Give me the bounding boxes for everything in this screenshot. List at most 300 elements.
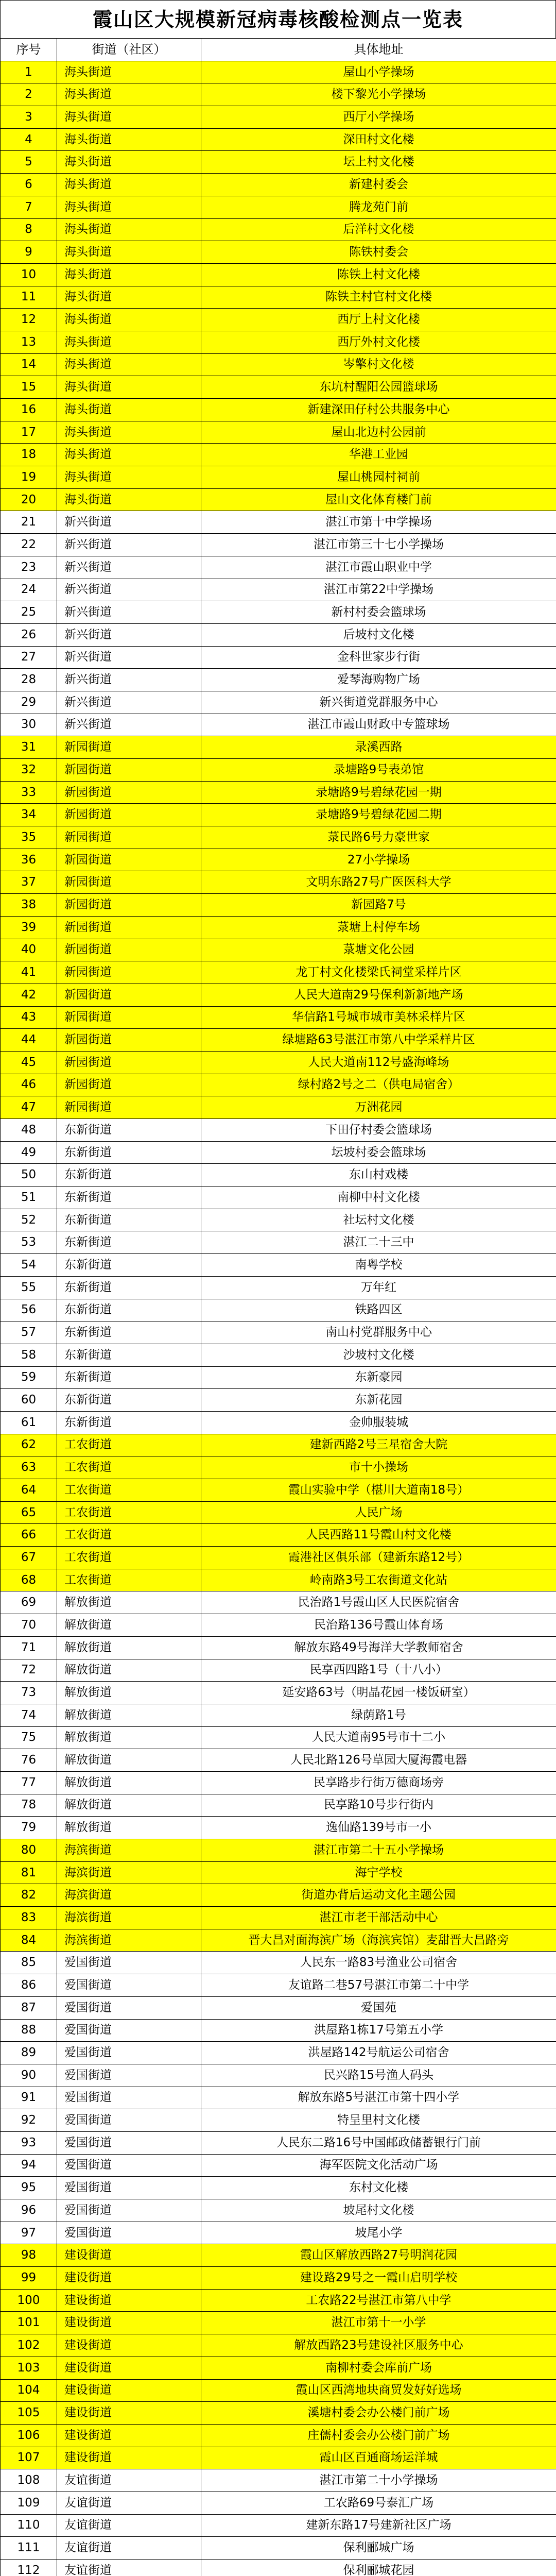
row-street: 海头街道 xyxy=(57,263,201,286)
table-row xyxy=(1,2177,556,2199)
row-address: 万洲花园 xyxy=(201,1096,556,1119)
row-address: 27小学操场 xyxy=(201,849,556,871)
table-row xyxy=(1,353,556,376)
header-address: 具体地址 xyxy=(201,39,556,61)
row-address: 东坑村醒阳公园篮球场 xyxy=(201,376,556,399)
row-street: 新园街道 xyxy=(57,939,201,961)
row-address: 龙丁村文化楼梁氏祠堂采样片区 xyxy=(201,961,556,984)
table-row xyxy=(1,1929,556,1952)
table-row xyxy=(1,2379,556,2402)
row-number: 51 xyxy=(1,1187,57,1209)
table-row xyxy=(1,421,556,444)
table-row xyxy=(1,1479,556,1502)
row-address: 屋山桃园村祠前 xyxy=(201,466,556,489)
table-row xyxy=(1,1569,556,1591)
row-number: 34 xyxy=(1,804,57,826)
row-address: 人民北路126号草园大厦海霞电器 xyxy=(201,1749,556,1772)
row-street: 工农街道 xyxy=(57,1501,201,1524)
table-row xyxy=(1,1321,556,1344)
row-address: 湛江市第十一小学 xyxy=(201,2312,556,2334)
row-number: 73 xyxy=(1,1682,57,1704)
row-number: 90 xyxy=(1,2064,57,2087)
row-address: 逸仙路139号市一小 xyxy=(201,1817,556,1839)
row-street: 爱国街道 xyxy=(57,2177,201,2199)
row-street: 新兴街道 xyxy=(57,511,201,534)
row-street: 东新街道 xyxy=(57,1141,201,1164)
row-number: 88 xyxy=(1,2019,57,2042)
table-row xyxy=(1,1434,556,1456)
row-address: 坡尾村文化楼 xyxy=(201,2199,556,2222)
row-number: 32 xyxy=(1,759,57,782)
row-street: 解放街道 xyxy=(57,1659,201,1682)
table-row xyxy=(1,894,556,917)
row-address: 南山村党群服务中心 xyxy=(201,1321,556,1344)
row-street: 海头街道 xyxy=(57,174,201,196)
row-address: 晋大昌对面海滨广场（海滨宾馆）麦甜晋大昌路旁 xyxy=(201,1929,556,1952)
row-address: 坛上村文化楼 xyxy=(201,151,556,174)
row-number: 84 xyxy=(1,1929,57,1952)
table-row xyxy=(1,1996,556,2019)
table-row xyxy=(1,1299,556,1321)
row-address: 陈铁上村文化楼 xyxy=(201,263,556,286)
table-row xyxy=(1,61,556,83)
table-row xyxy=(1,1974,556,1997)
row-number: 14 xyxy=(1,353,57,376)
row-address: 岑擎村文化楼 xyxy=(201,353,556,376)
table-row xyxy=(1,1209,556,1231)
row-address: 建新东路17号建新社区广场 xyxy=(201,2514,556,2537)
row-street: 海头街道 xyxy=(57,151,201,174)
table-row xyxy=(1,83,556,106)
row-street: 建设街道 xyxy=(57,2267,201,2290)
row-number: 67 xyxy=(1,1547,57,1569)
row-street: 新园街道 xyxy=(57,1029,201,1052)
table-row xyxy=(1,1344,556,1366)
row-number: 89 xyxy=(1,2042,57,2064)
row-street: 海头街道 xyxy=(57,444,201,466)
table-row xyxy=(1,1749,556,1772)
row-address: 西厅小学操场 xyxy=(201,106,556,129)
row-number: 37 xyxy=(1,871,57,894)
row-number: 66 xyxy=(1,1524,57,1547)
row-number: 63 xyxy=(1,1456,57,1479)
row-address: 屋山小学操场 xyxy=(201,61,556,83)
row-street: 建设街道 xyxy=(57,2334,201,2357)
table-row xyxy=(1,1187,556,1209)
row-address: 人民东二路16号中国邮政储蓄银行门前 xyxy=(201,2131,556,2154)
table-row xyxy=(1,1231,556,1254)
row-street: 海头街道 xyxy=(57,61,201,83)
row-street: 东新街道 xyxy=(57,1344,201,1366)
row-street: 东新街道 xyxy=(57,1187,201,1209)
row-address: 万年红 xyxy=(201,1276,556,1299)
row-address: 录塘路9号碧绿花园一期 xyxy=(201,781,556,804)
table-row xyxy=(1,2447,556,2469)
row-street: 新园街道 xyxy=(57,1006,201,1029)
row-street: 海头街道 xyxy=(57,83,201,106)
table-row xyxy=(1,2560,556,2576)
row-number: 1 xyxy=(1,61,57,83)
row-street: 海头街道 xyxy=(57,309,201,331)
row-address: 爱琴海购物广场 xyxy=(201,669,556,691)
row-number: 17 xyxy=(1,421,57,444)
table-row xyxy=(1,1726,556,1749)
row-address: 绿村路2号之二（供电局宿舍） xyxy=(201,1074,556,1096)
table-row xyxy=(1,151,556,174)
row-street: 解放街道 xyxy=(57,1794,201,1817)
table-row xyxy=(1,2019,556,2042)
row-address: 溪塘村委会办公楼门前广场 xyxy=(201,2402,556,2425)
row-number: 82 xyxy=(1,1884,57,1907)
row-address: 解放东路5号湛江市第十四小学 xyxy=(201,2087,556,2109)
row-street: 建设街道 xyxy=(57,2424,201,2447)
row-street: 海头街道 xyxy=(57,218,201,241)
row-address: 庄儒村委会办公楼门前广场 xyxy=(201,2424,556,2447)
row-number: 83 xyxy=(1,1907,57,1929)
row-number: 2 xyxy=(1,83,57,106)
table-row xyxy=(1,2537,556,2560)
row-number: 95 xyxy=(1,2177,57,2199)
table-row xyxy=(1,2109,556,2132)
table-row xyxy=(1,1614,556,1637)
table-header-row xyxy=(1,39,556,61)
table-row xyxy=(1,376,556,399)
row-street: 工农街道 xyxy=(57,1547,201,1569)
row-number: 69 xyxy=(1,1591,57,1614)
table-row xyxy=(1,1411,556,1434)
row-number: 100 xyxy=(1,2289,57,2312)
row-street: 解放街道 xyxy=(57,1591,201,1614)
row-street: 新园街道 xyxy=(57,849,201,871)
row-address: 腾龙苑门前 xyxy=(201,196,556,218)
row-number: 40 xyxy=(1,939,57,961)
row-number: 7 xyxy=(1,196,57,218)
row-street: 解放街道 xyxy=(57,1726,201,1749)
table-row xyxy=(1,601,556,624)
row-number: 42 xyxy=(1,984,57,1006)
row-street: 东新街道 xyxy=(57,1411,201,1434)
row-address: 录塘路9号表弟馆 xyxy=(201,759,556,782)
row-number: 91 xyxy=(1,2087,57,2109)
row-street: 建设街道 xyxy=(57,2402,201,2425)
row-street: 新兴街道 xyxy=(57,556,201,579)
table-row xyxy=(1,1051,556,1074)
row-address: 楼下黎光小学操场 xyxy=(201,83,556,106)
row-number: 18 xyxy=(1,444,57,466)
row-number: 50 xyxy=(1,1164,57,1187)
row-street: 东新街道 xyxy=(57,1321,201,1344)
row-street: 东新街道 xyxy=(57,1276,201,1299)
row-street: 爱国街道 xyxy=(57,2019,201,2042)
row-address: 东村文化楼 xyxy=(201,2177,556,2199)
table-row xyxy=(1,759,556,782)
row-number: 45 xyxy=(1,1051,57,1074)
table-row xyxy=(1,871,556,894)
row-number: 23 xyxy=(1,556,57,579)
row-address: 新建深田仔村公共服务中心 xyxy=(201,399,556,421)
row-address: 民治路136号霞山体育场 xyxy=(201,1614,556,1637)
table-row xyxy=(1,106,556,129)
row-address: 东新豪园 xyxy=(201,1366,556,1389)
row-number: 4 xyxy=(1,128,57,151)
row-street: 海滨街道 xyxy=(57,1907,201,1929)
row-address: 建新西路2号三星宿舍大院 xyxy=(201,1434,556,1456)
row-number: 46 xyxy=(1,1074,57,1096)
row-address: 湛江市霞山财政中专篮球场 xyxy=(201,714,556,736)
row-number: 70 xyxy=(1,1614,57,1637)
row-number: 21 xyxy=(1,511,57,534)
row-number: 36 xyxy=(1,849,57,871)
row-address: 西厅外村文化楼 xyxy=(201,331,556,353)
row-address: 后洋村文化楼 xyxy=(201,218,556,241)
row-number: 16 xyxy=(1,399,57,421)
table-row xyxy=(1,2199,556,2222)
row-number: 103 xyxy=(1,2357,57,2379)
row-number: 35 xyxy=(1,826,57,849)
table-row xyxy=(1,1861,556,1884)
row-number: 11 xyxy=(1,286,57,309)
table-row xyxy=(1,556,556,579)
row-street: 爱国街道 xyxy=(57,1974,201,1997)
row-address: 洪屋路1栋17号第五小学 xyxy=(201,2019,556,2042)
header-street: 街道（社区） xyxy=(57,39,201,61)
row-number: 80 xyxy=(1,1839,57,1862)
row-address: 金帅服装城 xyxy=(201,1411,556,1434)
row-street: 新兴街道 xyxy=(57,646,201,669)
row-street: 爱国街道 xyxy=(57,2042,201,2064)
table-row xyxy=(1,736,556,759)
row-address: 湛江市第二十小学操场 xyxy=(201,2469,556,2492)
row-street: 海头街道 xyxy=(57,286,201,309)
row-address: 湛江市第22中学操场 xyxy=(201,579,556,601)
table-row xyxy=(1,128,556,151)
row-street: 工农街道 xyxy=(57,1479,201,1502)
table-row xyxy=(1,1276,556,1299)
row-address: 人民大道南29号保利新新地产场 xyxy=(201,984,556,1006)
table-row xyxy=(1,1254,556,1277)
row-address: 绿荫路1号 xyxy=(201,1704,556,1726)
table-row xyxy=(1,309,556,331)
table-row xyxy=(1,218,556,241)
table-row xyxy=(1,714,556,736)
row-address: 新兴街道党群服务中心 xyxy=(201,691,556,714)
row-number: 47 xyxy=(1,1096,57,1119)
row-street: 工农街道 xyxy=(57,1456,201,1479)
row-street: 爱国街道 xyxy=(57,2087,201,2109)
table-row xyxy=(1,1006,556,1029)
row-street: 新兴街道 xyxy=(57,579,201,601)
row-address: 新村村委会篮球场 xyxy=(201,601,556,624)
header-num: 序号 xyxy=(1,39,57,61)
row-address: 湛江市霞山职业中学 xyxy=(201,556,556,579)
row-street: 新兴街道 xyxy=(57,669,201,691)
row-address: 岭南路3号工农街道文化站 xyxy=(201,1569,556,1591)
table-row xyxy=(1,2514,556,2537)
row-street: 东新街道 xyxy=(57,1366,201,1389)
row-street: 解放街道 xyxy=(57,1636,201,1659)
table-row xyxy=(1,2334,556,2357)
table-row xyxy=(1,1839,556,1862)
row-address: 绿塘路63号湛江市第八中学采样片区 xyxy=(201,1029,556,1052)
row-street: 新园街道 xyxy=(57,759,201,782)
table-row xyxy=(1,1366,556,1389)
row-address: 屋山文化体育楼门前 xyxy=(201,488,556,511)
row-number: 56 xyxy=(1,1299,57,1321)
row-address: 湛江市老干部活动中心 xyxy=(201,1907,556,1929)
row-address: 民治路1号霞山区人民医院宿舍 xyxy=(201,1591,556,1614)
table-body xyxy=(1,39,556,2576)
row-street: 爱国街道 xyxy=(57,2222,201,2244)
table-row xyxy=(1,488,556,511)
table-row xyxy=(1,2402,556,2425)
table-row xyxy=(1,1884,556,1907)
table-row xyxy=(1,579,556,601)
row-address: 湛江市第二十五小学操场 xyxy=(201,1839,556,1862)
row-address: 东山村戏楼 xyxy=(201,1164,556,1187)
table-row xyxy=(1,961,556,984)
row-number: 61 xyxy=(1,1411,57,1434)
row-street: 新兴街道 xyxy=(57,623,201,646)
row-street: 新兴街道 xyxy=(57,534,201,556)
row-number: 13 xyxy=(1,331,57,353)
table-row xyxy=(1,263,556,286)
row-address: 街道办背后运动文化主题公园 xyxy=(201,1884,556,1907)
row-number: 78 xyxy=(1,1794,57,1817)
row-address: 坡尾小学 xyxy=(201,2222,556,2244)
row-number: 27 xyxy=(1,646,57,669)
row-street: 新园街道 xyxy=(57,1096,201,1119)
row-address: 南柳村委会库前广场 xyxy=(201,2357,556,2379)
row-address: 人民西路11号霞山村文化楼 xyxy=(201,1524,556,1547)
row-street: 新兴街道 xyxy=(57,714,201,736)
table-row xyxy=(1,534,556,556)
row-street: 解放街道 xyxy=(57,1614,201,1637)
testing-sites-table xyxy=(0,38,556,2576)
table-row xyxy=(1,1771,556,1794)
row-address: 市十小操场 xyxy=(201,1456,556,1479)
page-title: 霞山区大规模新冠病毒核酸检测点一览表 xyxy=(0,0,556,38)
row-number: 8 xyxy=(1,218,57,241)
row-street: 友谊街道 xyxy=(57,2469,201,2492)
row-number: 19 xyxy=(1,466,57,489)
row-address: 后坡村文化楼 xyxy=(201,623,556,646)
row-number: 65 xyxy=(1,1501,57,1524)
table-row xyxy=(1,826,556,849)
row-address: 霞山区百通商场运洋城 xyxy=(201,2447,556,2469)
row-number: 62 xyxy=(1,1434,57,1456)
row-address: 铁路四区 xyxy=(201,1299,556,1321)
table-row xyxy=(1,2064,556,2087)
row-street: 爱国街道 xyxy=(57,2131,201,2154)
row-number: 112 xyxy=(1,2560,57,2576)
table-row xyxy=(1,623,556,646)
row-number: 106 xyxy=(1,2424,57,2447)
row-number: 48 xyxy=(1,1119,57,1142)
row-street: 海滨街道 xyxy=(57,1884,201,1907)
row-street: 海头街道 xyxy=(57,128,201,151)
table-row xyxy=(1,1029,556,1052)
table-row xyxy=(1,1456,556,1479)
row-street: 新园街道 xyxy=(57,984,201,1006)
row-address: 华信路1号城市城市美林采样片区 xyxy=(201,1006,556,1029)
row-number: 57 xyxy=(1,1321,57,1344)
row-number: 31 xyxy=(1,736,57,759)
table-row xyxy=(1,781,556,804)
row-address: 菉塘上村停车场 xyxy=(201,916,556,939)
row-address: 东新花园 xyxy=(201,1389,556,1412)
table-row xyxy=(1,1389,556,1412)
row-street: 东新街道 xyxy=(57,1164,201,1187)
row-street: 工农街道 xyxy=(57,1524,201,1547)
row-address: 解放东路49号海洋大学教师宿舍 xyxy=(201,1636,556,1659)
row-street: 爱国街道 xyxy=(57,2154,201,2177)
row-street: 爱国街道 xyxy=(57,1952,201,1974)
row-number: 12 xyxy=(1,309,57,331)
row-number: 99 xyxy=(1,2267,57,2290)
row-number: 15 xyxy=(1,376,57,399)
row-address: 民兴路15号渔人码头 xyxy=(201,2064,556,2087)
table-row xyxy=(1,2424,556,2447)
table-row xyxy=(1,1096,556,1119)
row-address: 人民大道南112号盛海峰场 xyxy=(201,1051,556,1074)
row-address: 华港工业园 xyxy=(201,444,556,466)
row-number: 94 xyxy=(1,2154,57,2177)
row-address: 霞山区解放西路27号明润花园 xyxy=(201,2244,556,2267)
row-street: 解放街道 xyxy=(57,1817,201,1839)
row-address: 解放西路23号建设社区服务中心 xyxy=(201,2334,556,2357)
row-address: 金科世家步行街 xyxy=(201,646,556,669)
row-street: 爱国街道 xyxy=(57,2064,201,2087)
row-street: 爱国街道 xyxy=(57,2109,201,2132)
row-number: 108 xyxy=(1,2469,57,2492)
row-address: 社坛村文化楼 xyxy=(201,1209,556,1231)
row-street: 工农街道 xyxy=(57,1569,201,1591)
row-number: 96 xyxy=(1,2199,57,2222)
row-number: 98 xyxy=(1,2244,57,2267)
row-address: 洪屋路142号航运公司宿舍 xyxy=(201,2042,556,2064)
row-address: 下田仔村委会篮球场 xyxy=(201,1119,556,1142)
row-street: 东新街道 xyxy=(57,1209,201,1231)
row-street: 海头街道 xyxy=(57,421,201,444)
row-street: 海滨街道 xyxy=(57,1839,201,1862)
row-street: 建设街道 xyxy=(57,2289,201,2312)
row-number: 107 xyxy=(1,2447,57,2469)
row-street: 新园街道 xyxy=(57,916,201,939)
row-address: 湛江市第三十七小学操场 xyxy=(201,534,556,556)
row-street: 友谊街道 xyxy=(57,2537,201,2560)
row-number: 101 xyxy=(1,2312,57,2334)
row-number: 81 xyxy=(1,1861,57,1884)
table-row xyxy=(1,444,556,466)
row-street: 新兴街道 xyxy=(57,601,201,624)
row-street: 建设街道 xyxy=(57,2357,201,2379)
row-number: 76 xyxy=(1,1749,57,1772)
table-row xyxy=(1,691,556,714)
table-row xyxy=(1,2357,556,2379)
row-address: 建设路29号之一霞山启明学校 xyxy=(201,2267,556,2290)
row-number: 33 xyxy=(1,781,57,804)
row-address: 南粤学校 xyxy=(201,1254,556,1277)
row-number: 68 xyxy=(1,1569,57,1591)
row-street: 爱国街道 xyxy=(57,2199,201,2222)
row-address: 友谊路二巷57号湛江市第二十中学 xyxy=(201,1974,556,1997)
row-number: 111 xyxy=(1,2537,57,2560)
row-address: 民享路步行街万德商场旁 xyxy=(201,1771,556,1794)
row-address: 湛江二十三中 xyxy=(201,1231,556,1254)
row-number: 29 xyxy=(1,691,57,714)
row-address: 沙坡村文化楼 xyxy=(201,1344,556,1366)
table-row xyxy=(1,1794,556,1817)
